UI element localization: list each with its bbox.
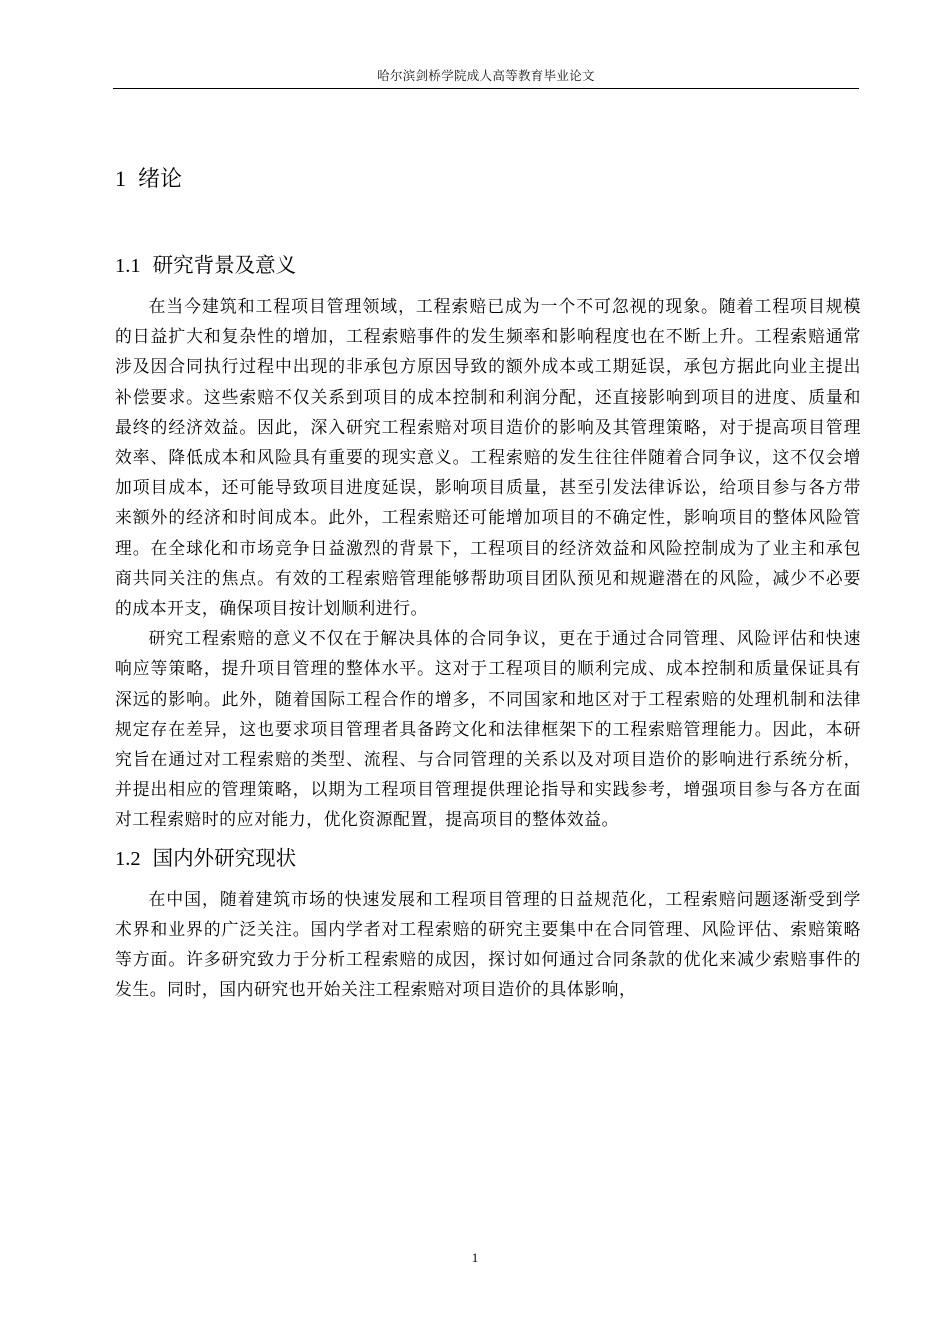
paragraph: 在中国，随着建筑市场的快速发展和工程项目管理的日益规范化，工程索赔问题逐渐受到学术界和业界的广泛关注。国内学者对工程索赔的研究主要集中在合同管理、风险评估、索赔策略等方面。许多研究致力于分析工程索赔的成因，探讨如何通过合同条款的优化来减少索赔事件的发生。同时，国内研究也开始关注工程索赔对项目造价的具体影响， <box>115 888 861 1000</box>
chapter-title-text: 绪论 <box>138 167 183 192</box>
header-rule <box>113 88 859 89</box>
section-title-text: 研究背景及意义 <box>152 253 297 277</box>
paragraph: 研究工程索赔的意义不仅在于解决具体的合同争议，更在于通过合同管理、风险评估和快速响应等策略，提升项目管理的整体水平。这对于工程项目的顺利完成、成本控制和质量保证具有深远的影响。此外，随着国际工程合作的增多，不同国家和地区对于工程索赔的处理机制和法律规定存在差异，这也要求项目管理者具备跨文化和法律框架下的工程索赔管理能力。因此，本研究旨在通过对工程索赔的类型、流程、与合同管理的关系以及对项目造价的影响进行系统分析，并提出相应的管理策略，以期为工程项目管理提供理论指导和实践参考，增强项目参与各方在面对工程索赔时的应对能力，优化资源配置，提高项目的整体效益。 <box>115 628 861 830</box>
chapter-number: 1 <box>115 166 126 191</box>
section-title-text: 国内外研究现状 <box>152 845 297 870</box>
section-title <box>115 841 861 875</box>
section-title <box>115 248 861 282</box>
section-number: 1.2 <box>115 847 141 870</box>
chapter-title <box>115 162 861 196</box>
section-number: 1.1 <box>115 255 141 277</box>
page-number: 1 <box>471 1250 479 1265</box>
paragraph: 在当今建筑和工程项目管理领域，工程索赔已成为一个不可忽视的现象。随着工程项目规模的日益扩大和复杂性的增加，工程索赔事件的发生频率和影响程度也在不断上升。工程索赔通常涉及因合同执行过程中出现的非承包方原因导致的额外成本或工期延误，承包方据此向业主提出补偿要求。这些索赔不仅关系到项目的成本控制和利润分配，还直接影响到项目的进度、质量和最终的经济效益。因此，深入研究工程索赔对项目造价的影响及其管理策略，对于提高项目管理效率、降低成本和风险具有重要的现实意义。工程索赔的发生往往伴随着合同争议，这不仅会增加项目成本，还可能导致项目进度延误，影响项目质量，甚至引发法律诉讼，给项目参与各方带来额外的经济和时间成本。此外，工程索赔还可能增加项目的不确定性，影响项目的整体风险管理。在全球化和市场竞争日益激烈的背景下，工程项目的经济效益和风险控制成为了业主和承包商共同关注的焦点。有效的工程索赔管理能够帮助项目团队预见和规避潜在的风险，减少不必要的成本开支，确保项目按计划顺利进行。 <box>115 296 861 619</box>
running-header: 哈尔滨剑桥学院成人高等教育毕业论文 <box>377 68 595 83</box>
page-content <box>115 162 861 1004</box>
